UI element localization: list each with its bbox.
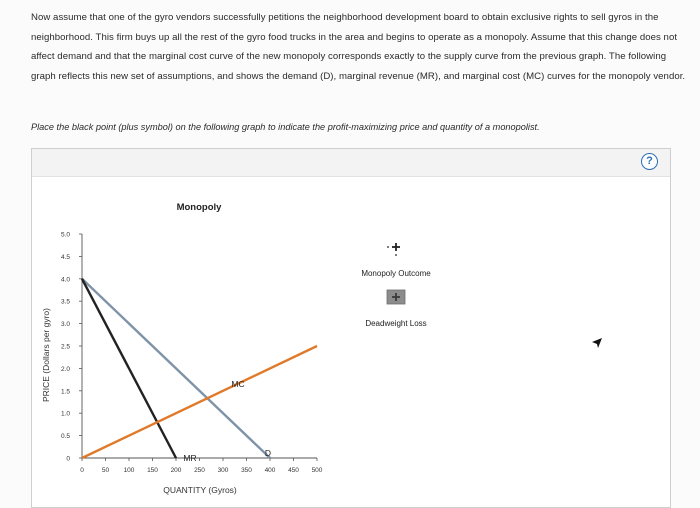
x-tick-label: 300	[217, 467, 229, 474]
y-tick-label: 4.0	[60, 276, 70, 284]
d-curve[interactable]	[82, 279, 270, 458]
y-tick-label: 0	[66, 455, 70, 463]
y-tick-label: 3.5	[60, 298, 70, 306]
instruction-text: Place the black point (plus symbol) on the following graph to indicate the profit-maximizing price and quantity of a monopolist.	[31, 122, 540, 132]
monopoly-outcome-label: Monopoly Outcome	[361, 269, 431, 278]
x-axis-label: QUANTITY (Gyros)	[163, 485, 237, 495]
x-tick-label: 200	[170, 467, 182, 474]
chart-axes	[79, 234, 317, 461]
y-tick-label: 1.5	[60, 388, 70, 396]
mc-curve[interactable]	[82, 346, 317, 458]
mr-curve-label: MR	[183, 453, 197, 463]
y-axis-label: PRICE (Dollars per gyro)	[41, 308, 51, 402]
mouse-pointer-icon	[590, 336, 604, 350]
curves	[82, 279, 317, 458]
x-tick-label: 500	[311, 467, 323, 474]
black-plus-icon[interactable]	[387, 243, 400, 256]
mr-curve[interactable]	[82, 279, 176, 458]
y-tick-label: 4.5	[60, 253, 70, 261]
x-tick-label: 450	[288, 467, 299, 474]
x-tick-label: 400	[264, 467, 276, 474]
x-tick-label: 100	[123, 467, 135, 474]
x-tick-label: 50	[101, 467, 110, 474]
y-tick-label: 2.0	[60, 365, 70, 373]
y-tick-label: 0.5	[60, 433, 70, 441]
x-tick-label: 0	[80, 467, 84, 474]
graph-panel	[31, 148, 671, 508]
intro-paragraph: Now assume that one of the gyro vendors successfully petitions the neighborhood development board to obtain exclusive rights to sell gyros in the neighborhood. This firm buys up all the rest of the gyro food trucks in the area and begins to operate as a monopoly. Assume that this change does not affect demand and that the marginal cost curve of the new monopoly corresponds exactly to the supply curve from the previous graph. The following graph reflects this new set of assumptions, and shows the demand (D), marginal revenue (MR), and marginal cost (MC) curves for the monopoly vendor.	[31, 12, 686, 82]
x-tick-label: 150	[147, 467, 158, 474]
y-tick-labels	[61, 232, 70, 463]
deadweight-loss-tool[interactable]	[365, 290, 426, 328]
x-tick-labels	[80, 467, 323, 474]
y-tick-label: 1.0	[60, 410, 70, 418]
deadweight-loss-label: Deadweight Loss	[365, 319, 427, 328]
x-tick-label: 250	[194, 467, 205, 474]
d-curve-label: D	[264, 448, 272, 458]
y-tick-label: 3.0	[60, 321, 70, 329]
chart-title: Monopoly	[176, 202, 222, 213]
mc-curve-label: MC	[231, 379, 245, 389]
y-tick-label: 2.5	[60, 343, 70, 351]
x-tick-label: 350	[241, 467, 252, 474]
y-tick-label: 5.0	[60, 231, 70, 239]
help-icon[interactable]: ?	[641, 153, 658, 170]
monopoly-chart[interactable]	[32, 149, 670, 507]
monopoly-outcome-tool[interactable]	[361, 243, 431, 278]
